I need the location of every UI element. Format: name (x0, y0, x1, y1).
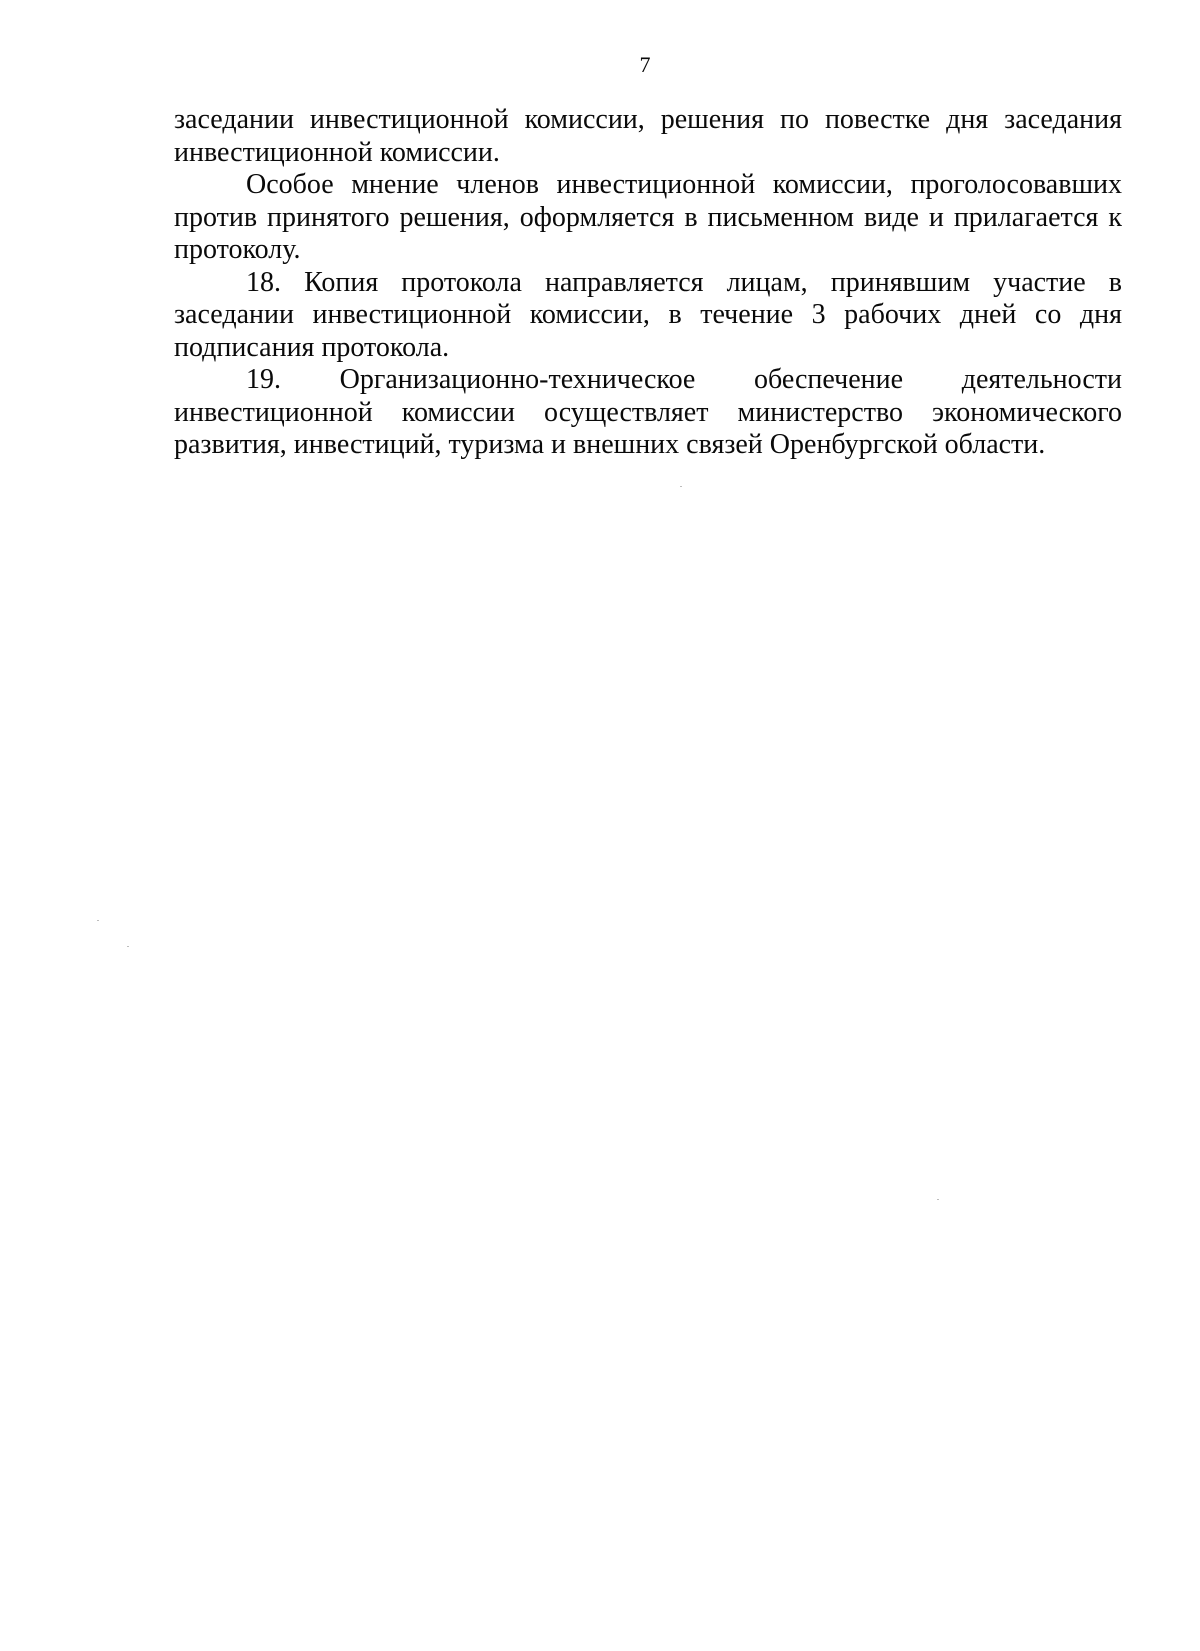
paragraph-2-line-3: протоколу. (174, 234, 301, 265)
page-number: 7 (639, 52, 651, 77)
paragraph-18-line-1: 18. Копия протокола направляется лицам, принявшим участие в (246, 266, 1122, 298)
paragraph-19-line-3: развития, инвестиций, туризма и внешних связей Оренбургской области. (174, 429, 1046, 460)
paragraph-19-line-1: 19. Организационно-техническое обеспечение деятельности (246, 364, 1122, 395)
scan-speck (127, 946, 129, 947)
document-body (174, 104, 1122, 462)
paragraph-1-line-1: заседании инвестиционной комиссии, решения по повестке дня заседания (174, 104, 1122, 135)
paragraph-1-line-2: инвестиционной комиссии. (174, 136, 500, 168)
scan-speck (680, 486, 682, 487)
paragraph-2-line-1: Особое мнение членов инвестиционной комиссии, проголосовавших (246, 169, 1122, 200)
paragraph-18-line-2: заседании инвестиционной комиссии, в течение 3 рабочих дней со дня (174, 299, 1122, 330)
paragraph-2-line-2: против принятого решения, оформляется в письменном виде и прилагается к (174, 201, 1122, 233)
paragraph-19-line-2: инвестиционной комиссии осуществляет министерство экономического (174, 396, 1122, 428)
paragraph-18-line-3: подписания протокола. (174, 331, 450, 363)
scan-speck (937, 1199, 939, 1200)
scan-speck (97, 920, 99, 921)
